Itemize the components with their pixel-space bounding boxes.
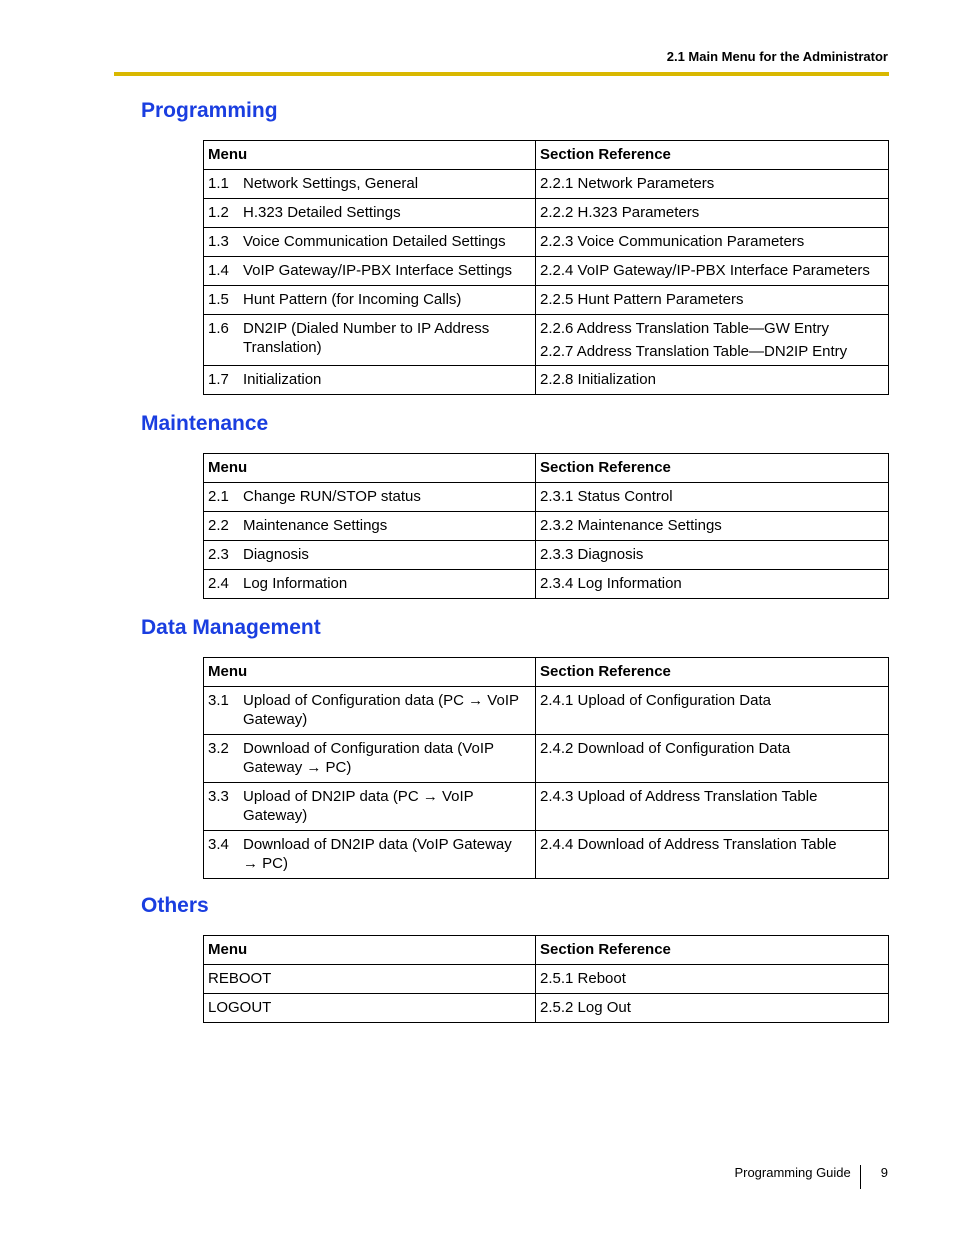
section-reference: 2.2.4 VoIP Gateway/IP-PBX Interface Parameters xyxy=(540,262,870,279)
table-row xyxy=(204,315,889,366)
section-reference: 2.4.1 Upload of Configuration Data xyxy=(540,692,771,709)
menu-table xyxy=(203,453,889,599)
menu-label: VoIP Gateway/IP-PBX Interface Settings xyxy=(243,262,513,279)
section-heading: Others xyxy=(141,894,209,917)
menu-number: 3.2 xyxy=(208,740,229,757)
section-reference: 2.3.1 Status Control xyxy=(540,488,673,505)
footer-doc-title: Programming Guide xyxy=(734,1165,851,1180)
page-footer xyxy=(734,1165,888,1189)
table-header-row xyxy=(204,936,889,965)
menu-label: LOGOUT xyxy=(208,999,272,1016)
table-row xyxy=(204,286,889,315)
table-header-row xyxy=(204,658,889,687)
header-rule xyxy=(114,72,889,76)
menu-label: REBOOT xyxy=(208,970,272,987)
menu-number: 1.6 xyxy=(208,320,229,337)
section-reference: 2.4.4 Download of Address Translation Table xyxy=(540,836,837,853)
menu-label: DN2IP (Dialed Number to IP Address Translation) xyxy=(243,320,490,356)
section-programming xyxy=(141,98,889,395)
menu-label: Hunt Pattern (for Incoming Calls) xyxy=(243,291,462,308)
table-row xyxy=(204,257,889,286)
table-row xyxy=(204,512,889,541)
section-reference: 2.5.1 Reboot xyxy=(540,970,626,987)
table-row xyxy=(204,541,889,570)
menu-number: 1.7 xyxy=(208,371,229,388)
page-number: 9 xyxy=(880,1165,888,1180)
section-reference: 2.4.2 Download of Configuration Data xyxy=(540,740,791,757)
menu-label: Upload of DN2IP data (PC → VoIP Gateway) xyxy=(243,788,474,824)
menu-number: 2.4 xyxy=(208,575,229,592)
menu-table xyxy=(203,140,889,395)
table-header-row xyxy=(204,141,889,170)
menu-label: Download of DN2IP data (VoIP Gateway → PC) xyxy=(243,836,512,872)
menu-number: 3.1 xyxy=(208,692,229,709)
menu-number: 2.2 xyxy=(208,517,229,534)
menu-label: Diagnosis xyxy=(243,546,309,563)
footer-divider xyxy=(860,1165,861,1189)
menu-number: 1.1 xyxy=(208,175,229,192)
menu-label: Log Information xyxy=(243,575,348,592)
table-row xyxy=(204,831,889,879)
section-heading: Maintenance xyxy=(141,412,269,435)
menu-number: 2.3 xyxy=(208,546,229,563)
table-row xyxy=(204,228,889,257)
menu-number: 3.4 xyxy=(208,836,229,853)
menu-number: 1.3 xyxy=(208,233,229,250)
section-heading: Data Management xyxy=(141,616,321,639)
section-heading: Programming xyxy=(141,99,278,122)
menu-number: 1.2 xyxy=(208,204,229,221)
section-reference: 2.3.4 Log Information xyxy=(540,575,682,592)
menu-label: Network Settings, General xyxy=(243,175,419,192)
table-row xyxy=(204,483,889,512)
section-reference: 2.5.2 Log Out xyxy=(540,999,631,1016)
section-reference: 2.3.3 Diagnosis xyxy=(540,546,644,563)
table-header-row xyxy=(204,454,889,483)
menu-number: 3.3 xyxy=(208,788,229,805)
running-head: 2.1 Main Menu for the Administrator xyxy=(666,49,888,64)
menu-label: Download of Configuration data (VoIP Gateway → PC) xyxy=(243,740,494,776)
section-reference: 2.3.2 Maintenance Settings xyxy=(540,517,722,534)
table-row xyxy=(204,366,889,395)
header-section-reference: Section Reference xyxy=(536,141,889,170)
section-reference: 2.2.3 Voice Communication Parameters xyxy=(540,233,805,250)
section-reference: 2.2.7 Address Translation Table—DN2IP Entry xyxy=(540,343,848,360)
menu-label: Upload of Configuration data (PC → VoIP Gateway) xyxy=(243,692,519,728)
section-reference: 2.2.5 Hunt Pattern Parameters xyxy=(540,291,744,308)
table-row xyxy=(204,735,889,783)
header-menu: Menu xyxy=(204,454,536,483)
section-reference: 2.2.1 Network Parameters xyxy=(540,175,715,192)
section-reference: 2.2.2 H.323 Parameters xyxy=(540,204,700,221)
header-menu: Menu xyxy=(204,658,536,687)
header-menu: Menu xyxy=(204,141,536,170)
menu-label: Initialization xyxy=(243,371,322,388)
section-reference: 2.4.3 Upload of Address Translation Table xyxy=(540,788,818,805)
menu-table xyxy=(203,657,889,879)
section-reference: 2.2.6 Address Translation Table—GW Entry xyxy=(540,320,830,337)
table-row xyxy=(204,199,889,228)
menu-label: Voice Communication Detailed Settings xyxy=(243,233,506,250)
table-row xyxy=(204,783,889,831)
section-others xyxy=(141,893,889,1023)
header-section-reference: Section Reference xyxy=(536,454,889,483)
header-section-reference: Section Reference xyxy=(536,936,889,965)
table-row xyxy=(204,687,889,735)
menu-number: 1.4 xyxy=(208,262,229,279)
table-row xyxy=(204,570,889,599)
header-menu: Menu xyxy=(204,936,536,965)
table-row xyxy=(204,965,889,994)
table-row xyxy=(204,170,889,199)
header-section-reference: Section Reference xyxy=(536,658,889,687)
section-maintenance xyxy=(141,411,889,599)
section-data-management xyxy=(141,615,889,879)
menu-table xyxy=(203,935,889,1023)
menu-number: 2.1 xyxy=(208,488,229,505)
table-row xyxy=(204,994,889,1023)
menu-number: 1.5 xyxy=(208,291,229,308)
menu-label: Change RUN/STOP status xyxy=(243,488,421,505)
section-reference: 2.2.8 Initialization xyxy=(540,371,656,388)
menu-label: H.323 Detailed Settings xyxy=(243,204,401,221)
menu-label: Maintenance Settings xyxy=(243,517,388,534)
